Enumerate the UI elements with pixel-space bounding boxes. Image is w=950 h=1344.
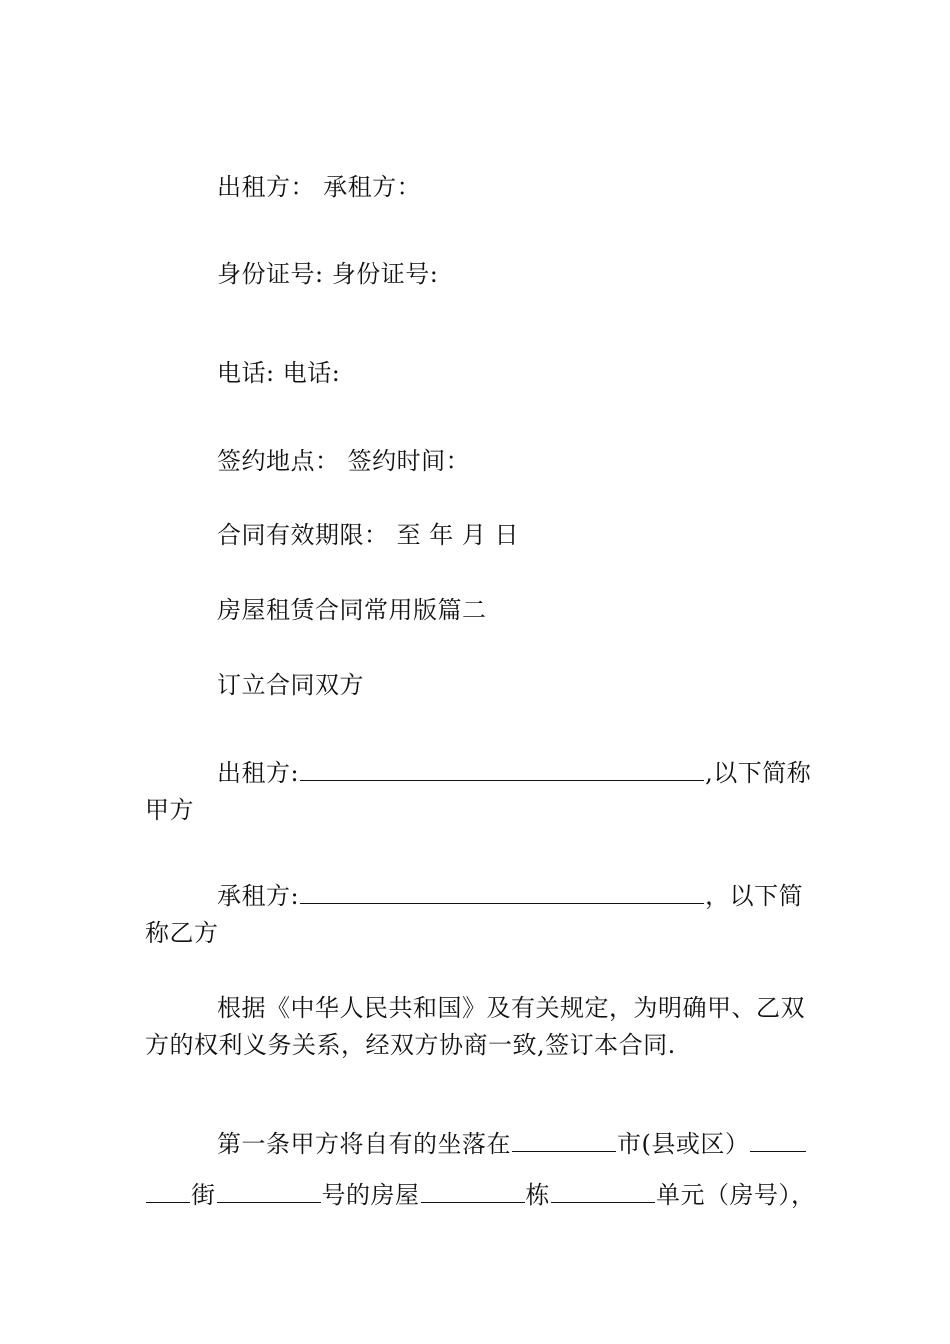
lessor-line — [217, 758, 811, 788]
lessor-tenant-line: 出租方： 承租方： — [217, 173, 422, 201]
parties-heading: 订立合同双方 — [217, 671, 364, 699]
tenant-wrap: 称乙方 — [145, 919, 219, 947]
section-title: 房屋租赁合同常用版篇二 — [217, 596, 487, 624]
lessor-suffix: ,以下简称 — [705, 759, 812, 787]
tenant-line — [217, 881, 803, 911]
article1-line-1 — [217, 1129, 807, 1159]
unit-label: 单元（房号）， — [656, 1181, 816, 1209]
street-blank-cont — [146, 1180, 190, 1203]
lessor-label: 出租方: — [217, 759, 300, 787]
article1-text-a: 第一条甲方将自有的坐落在 — [217, 1130, 511, 1158]
number-blank — [217, 1180, 321, 1203]
unit-blank — [551, 1180, 655, 1203]
tenant-suffix: ，以下简 — [705, 882, 804, 910]
building-label: 栋 — [525, 1181, 550, 1209]
tenant-blank — [300, 881, 704, 904]
lessor-blank — [300, 758, 704, 781]
tenant-label: 承租方: — [217, 882, 300, 910]
valid-period-line: 合同有效期限： 至 年 月 日 — [217, 521, 520, 549]
lessor-wrap: 甲方 — [145, 796, 194, 824]
phone-line: 电话: 电话: — [217, 359, 341, 387]
basis-line-1: 根据《中华人民共和国》及有关规定，为明确甲、乙双 — [217, 994, 805, 1022]
id-number-line: 身份证号: 身份证号: — [217, 260, 439, 288]
basis-line-2: 方的权利义务关系，经双方协商一致,签订本合同. — [145, 1031, 676, 1059]
house-label: 号的房屋 — [321, 1181, 420, 1209]
article1-text-b: 市(县或区） — [617, 1130, 750, 1158]
district-blank — [750, 1129, 806, 1152]
street-label: 街 — [191, 1181, 216, 1209]
article1-line-2 — [145, 1180, 816, 1210]
sign-place-time-line: 签约地点： 签约时间： — [217, 447, 471, 475]
city-blank — [512, 1129, 616, 1152]
building-blank — [421, 1180, 525, 1203]
